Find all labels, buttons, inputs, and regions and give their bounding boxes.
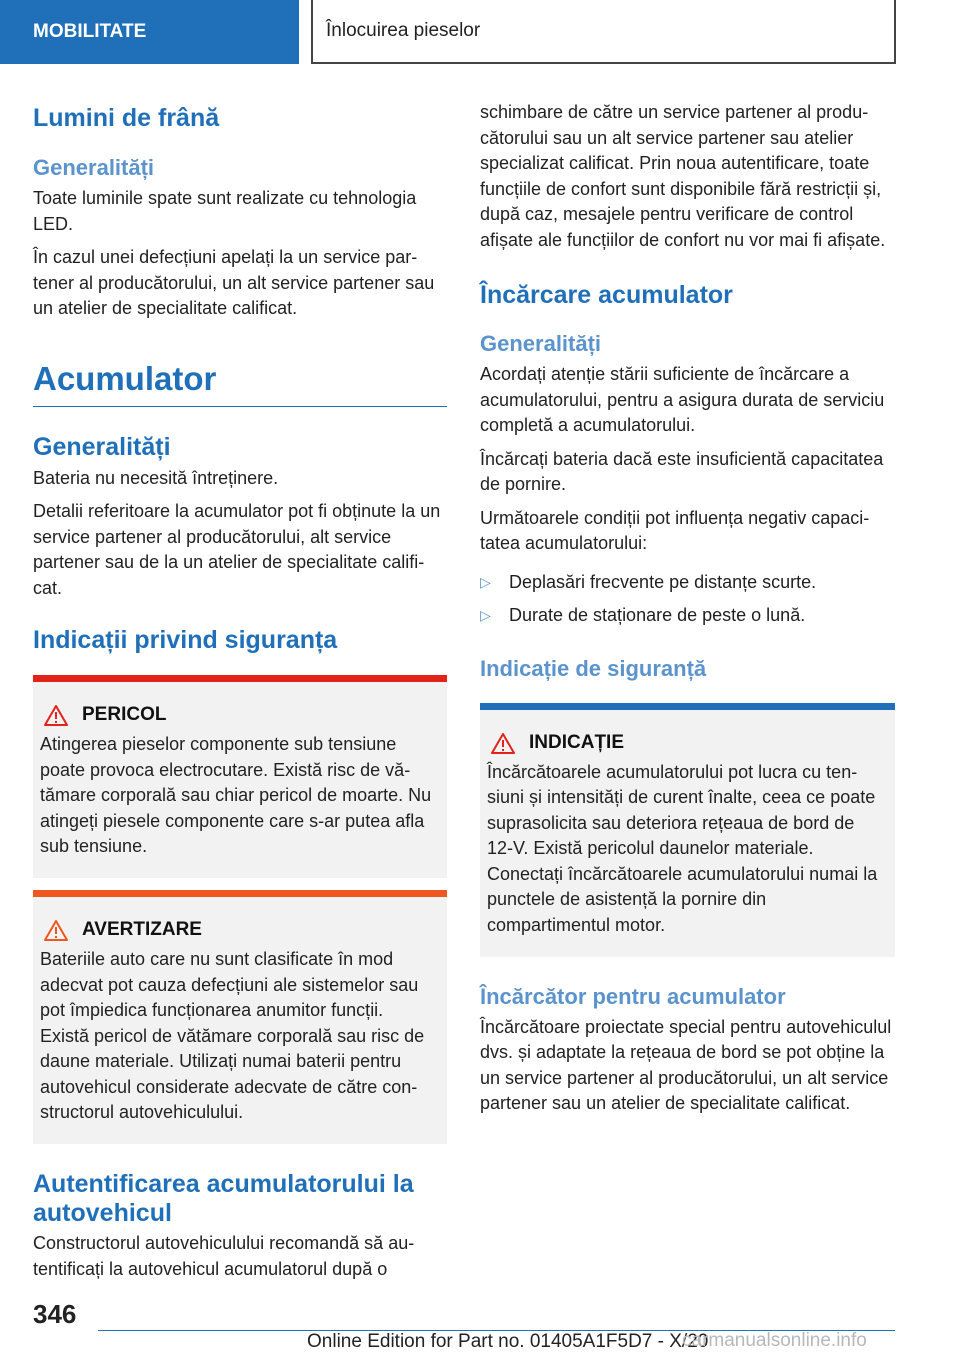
danger-label: PERICOL: [82, 704, 167, 725]
charging-paragraph-3: Următoarele condiții pot influența negativ capacitatea acumulatorului:: [480, 507, 870, 553]
charger-paragraph: Încărcătoare proiectate special pentru autovehiculul dvs. și adaptate la rețeaua de bord se pot obține la un service partener al producătorului, un alt service partener sau un atelier de specialitate calificat.: [480, 1016, 892, 1113]
edition-text: Online Edition for Part no. 01405A1F5D7 - X/20: [307, 1331, 709, 1352]
triangle-bullet-icon: ▷: [480, 607, 491, 623]
page-number: 346: [33, 1299, 77, 1329]
danger-box: [33, 682, 447, 878]
list-item: [480, 570, 895, 596]
chapter-header: [311, 0, 896, 64]
battery-general-heading: Generalități: [33, 432, 171, 461]
notice-content: [480, 710, 895, 957]
watermark: carmanualsonline.info: [682, 1330, 867, 1351]
notice-label: INDICAȚIE: [529, 731, 624, 753]
triangle-bullet-icon: ▷: [480, 573, 491, 590]
notice-bar: [480, 703, 895, 710]
danger-text: Atingerea pieselor componente sub tensiune poate provoca electrocutare. Există risc de vătămare corporală sau chiar pericol de moarte. Nu atingeți piesele componente care s-ar putea afla sub tensiune.: [40, 734, 432, 856]
warning-triangle-icon: [44, 704, 68, 726]
authentication-paragraph: Constructorul autovehiculului recomandă să autentificați la autovehicul acumulatorul după o: [33, 1233, 415, 1279]
charging-general-heading: Generalități: [480, 331, 602, 356]
warning-triangle-icon: [491, 732, 515, 754]
brake-paragraph-1: Toate luminile spate sunt realizate cu tehnologia LED.: [33, 188, 417, 234]
safety-note-heading: Indicație de siguranță: [480, 655, 707, 681]
battery-paragraph-1: Bateria nu necesită întreținere.: [33, 467, 279, 488]
warning-triangle-icon: [44, 919, 68, 941]
section-title: MOBILITATE: [33, 21, 147, 42]
left-column: [33, 96, 447, 1290]
danger-bar: [33, 675, 447, 682]
authentication-heading: Autentificarea acumulatorului la autovehicul: [33, 1170, 414, 1227]
notice-box: [480, 703, 895, 957]
authentication-paragraph-continued: schimbare de către un service partener al producătorului sau un alt service partener sau atelier specializat calificat. Prin noua autentificare, toate funcțiile de confort sunt disponibile fără restricții și, după caz, mesajele pentru verificare de control afișate ale funcțiilor de confort nu vor mai fi afișate.: [480, 102, 886, 250]
notice-text: Încărcătoarele acumulatorului pot lucra cu tensiuni și intensități de curent înalte, ceea ce poate suprasolicita sau deteriora rețeaua de bord de 12-V. Există pericolul daunelor materiale. Conectați încărcătoarele acumulatorului numai la punctele de asistență la pornire din compartimentul motor.: [487, 761, 878, 935]
brake-paragraph-2: În cazul unei defecțiuni apelați la un service partener al producătorului, un alt service partener sau un atelier de specialitate calificat.: [33, 247, 435, 318]
charging-paragraph-1: Acordați atenție stării suficiente de încărcare a acumulatorului, pentru a asigura durata de serviciu completă a acumulatorului.: [480, 364, 885, 435]
battery-paragraph-2: Detalii referitoare la acumulator pot fi obținute la un service partener al producătorului, alt service partener sau de la un atelier de specialitate calificat.: [33, 501, 441, 598]
list-item-text: Durate de staționare de peste o lună.: [509, 605, 806, 625]
charging-paragraph-2: Încărcați bateria dacă este insuficientă capacitatea de pornire.: [480, 448, 884, 494]
battery-heading: Acumulator: [33, 359, 217, 397]
chapter-title: Înlocuirea pieselor: [326, 20, 481, 41]
warning-title: [40, 919, 437, 941]
charger-heading: Încărcător pentru acumulator: [480, 983, 786, 1009]
battery-heading-rule: [33, 406, 447, 407]
danger-notice: [33, 675, 447, 878]
notice-title: [487, 732, 885, 754]
brake-general-heading: Generalități: [33, 155, 155, 180]
section-tab: [0, 0, 299, 64]
warning-box: [33, 897, 447, 1144]
list-item-text: Deplasări frecvente pe distanțe scurte.: [509, 571, 817, 592]
warning-label: AVERTIZARE: [82, 919, 202, 940]
warning-text: Bateriile auto care nu sunt clasificate în mod adecvat pot cauza defecțiuni ale sistemelor sau pot împiedica funcționarea anumitor funcții. Există pericol de vătămare corporală sau risc de daune materiale. Utilizați numai baterii pentru autovehicul considerate adecvate de către constructorul autovehiculului.: [40, 949, 425, 1122]
safety-heading: Indicații privind siguranța: [33, 626, 338, 654]
warning-bar: [33, 890, 447, 897]
list-item: [480, 603, 895, 629]
warning-notice: [33, 890, 447, 1144]
danger-title: [40, 704, 437, 726]
right-column: [480, 96, 895, 1125]
charging-heading: Încărcare acumulator: [480, 281, 733, 309]
brake-lights-heading: Lumini de frână: [33, 104, 220, 132]
